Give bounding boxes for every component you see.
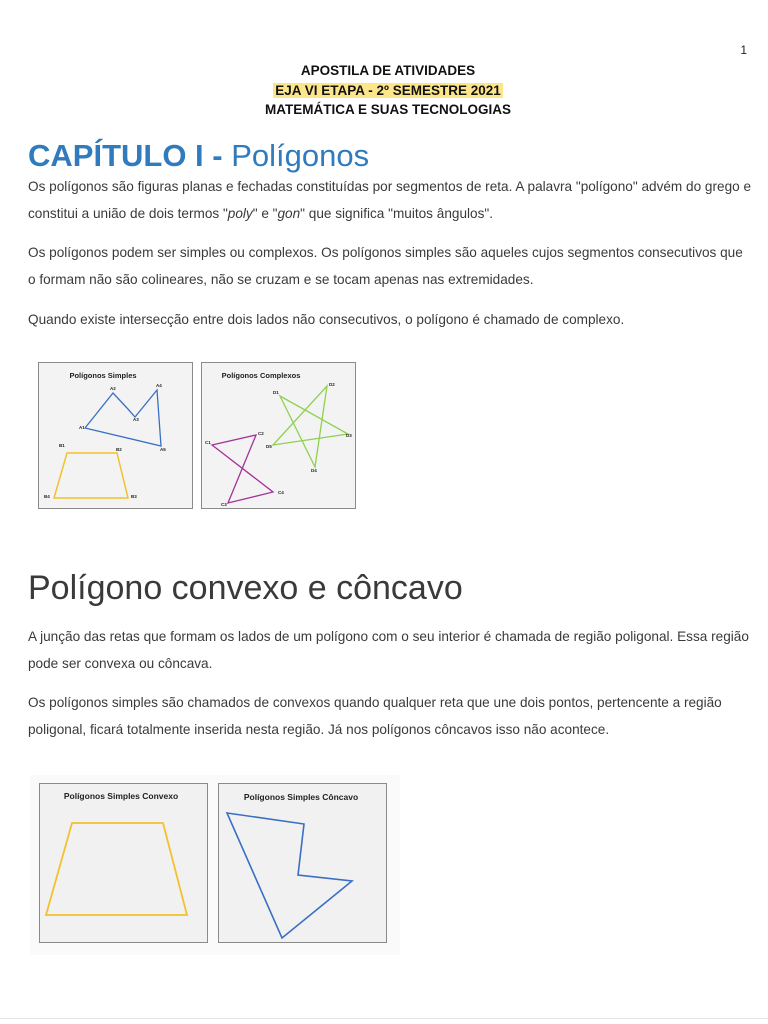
text-span: " que significa "muitos ângulos". [300,205,493,221]
label-c1: C1 [205,440,211,445]
label-a2: A2 [110,386,116,391]
page-bottom-divider [0,1018,768,1019]
concave-panel-title: Polígonos Simples Côncavo [243,792,359,802]
label-b3: B3 [131,494,137,499]
header-line-3: MATEMÁTICA E SUAS TECNOLOGIAS [265,102,511,117]
panel-convex [40,784,208,943]
panel-complex-polygons [202,363,356,509]
convex-panel-title: Polígonos Simples Convexo [63,791,179,801]
label-d3: D3 [346,433,352,438]
intro-paragraph-2: Os polígonos podem ser simples ou complexos. Os polígonos simples são aqueles cujos segmentos consecutivos que o formam não são colineares, não se cruzam e se tocam apenas nas extremidades. [28,245,743,287]
chapter-name: Polígonos [231,138,370,173]
section2-paragraph-2: Os polígonos simples são chamados de convexos quando qualquer reta que une dois pontos, pertencente a região poligonal, ficará totalmente inserida nesta região. Já nos polígonos côncavos isso não acontece. [28,695,722,737]
chapter-prefix: CAPÍTULO I - [28,138,232,173]
label-a4: A4 [156,383,162,388]
document-header [0,61,768,120]
section-title-convex-concave: Polígono convexo e côncavo [28,569,463,607]
label-b4: B4 [44,494,50,499]
header-line-1: APOSTILA DE ATIVIDADES [300,63,476,78]
panel-concave [219,784,387,943]
label-d1: D1 [273,390,279,395]
label-b1: B1 [59,443,65,448]
panel-simple-polygons [39,363,193,509]
term-poly: poly [227,205,253,221]
text-span: Os polígonos são figuras planas e fechadas constituídas por segmentos de reta. A palavra "polígono" advém do grego e constitui a união de dois termos " [28,179,752,221]
label-d5: D5 [266,444,272,449]
section2-paragraph-1: A junção das retas que formam os lados de um polígono com o seu interior é chamada de região poligonal. Essa região pode ser convexa ou côncava. [28,629,749,671]
page-number: 1 [740,43,747,57]
label-c3: C3 [221,502,227,507]
complex-panel-title: Polígonos Complexos [221,371,301,380]
term-gon: gon [277,205,301,221]
intro-paragraph-3: Quando existe intersecção entre dois lados não consecutivos, o polígono é chamado de complexo. [28,312,625,327]
label-a1: A1 [79,425,85,430]
figure-convex-concave-polygons [30,775,400,955]
label-a5: A5 [160,447,166,452]
text-span: " e " [252,205,278,221]
chapter-title [28,137,369,175]
header-line-2-highlighted: EJA VI ETAPA - 2º SEMESTRE 2021 [275,82,501,98]
label-c2: C2 [258,431,264,436]
label-d4: D4 [311,468,317,473]
figure-simple-complex-polygons [30,355,365,515]
intro-paragraph-1 [28,174,752,227]
simple-panel-title: Polígonos Simples [69,371,137,380]
label-c4: C4 [278,490,284,495]
label-a3: A3 [133,417,139,422]
label-d2: D2 [329,382,335,387]
label-b2: B2 [116,447,122,452]
